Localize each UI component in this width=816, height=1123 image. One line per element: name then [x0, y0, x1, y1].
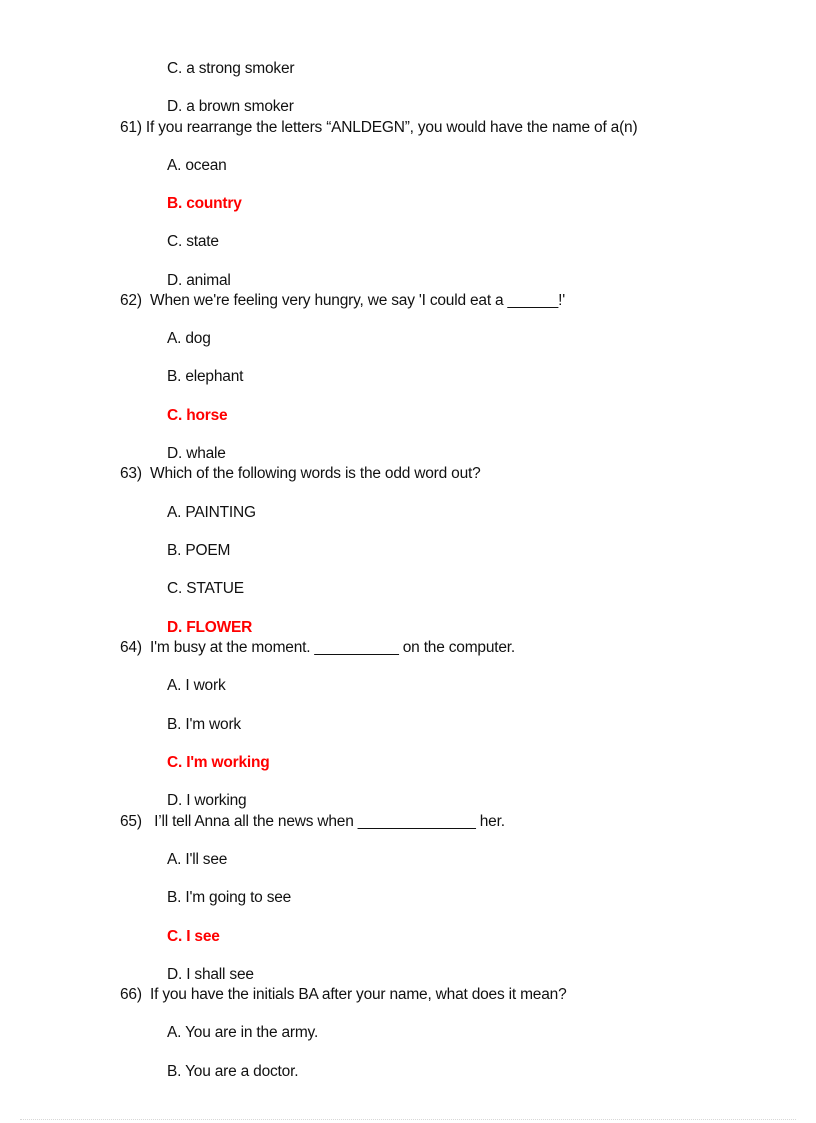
question-61-option-c: C. state — [167, 233, 219, 250]
question-65: 65) I’ll tell Anna all the news when ______________ her. — [120, 813, 505, 830]
question-63-option-b: B. POEM — [167, 542, 231, 559]
question-66: 66) If you have the initials BA after your name, what does it mean? — [120, 986, 567, 1003]
question-62-option-a: A. dog — [167, 330, 211, 347]
question-63: 63) Which of the following words is the odd word out? — [120, 465, 481, 482]
question-65-option-b: B. I'm going to see — [167, 889, 292, 906]
question-61-option-d: D. animal — [167, 272, 231, 289]
question-62-option-d: D. whale — [167, 445, 226, 462]
question-62-option-b: B. elephant — [167, 368, 244, 385]
option-c-strong-smoker: C. a strong smoker — [167, 60, 295, 77]
question-64-option-b: B. I'm work — [167, 716, 241, 733]
question-66-option-b: B. You are a doctor. — [167, 1063, 299, 1080]
question-61-correct-answer: B. country — [167, 195, 242, 212]
question-61-option-a: A. ocean — [167, 157, 227, 174]
question-62: 62) When we're feeling very hungry, we say 'I could eat a ______!' — [120, 292, 565, 309]
question-64-correct-answer: C. I'm working — [167, 754, 270, 771]
question-62-correct-answer: C. horse — [167, 407, 228, 424]
question-66-option-a: A. You are in the army. — [167, 1024, 319, 1041]
question-63-correct-answer: D. FLOWER — [167, 619, 253, 636]
page-bottom-dotted-rule — [20, 1119, 796, 1120]
question-61: 61) If you rearrange the letters “ANLDEGN”, you would have the name of a(n) — [120, 119, 638, 136]
question-65-option-a: A. I'll see — [167, 851, 228, 868]
question-63-option-a: A. PAINTING — [167, 504, 256, 521]
question-65-option-d: D. I shall see — [167, 966, 254, 983]
option-d-brown-smoker: D. a brown smoker — [167, 98, 294, 115]
question-64-option-a: A. I work — [167, 677, 226, 694]
question-63-option-c: C. STATUE — [167, 580, 244, 597]
question-65-correct-answer: C. I see — [167, 928, 220, 945]
question-64: 64) I'm busy at the moment. __________ on the computer. — [120, 639, 516, 656]
question-64-option-d: D. I working — [167, 792, 247, 809]
